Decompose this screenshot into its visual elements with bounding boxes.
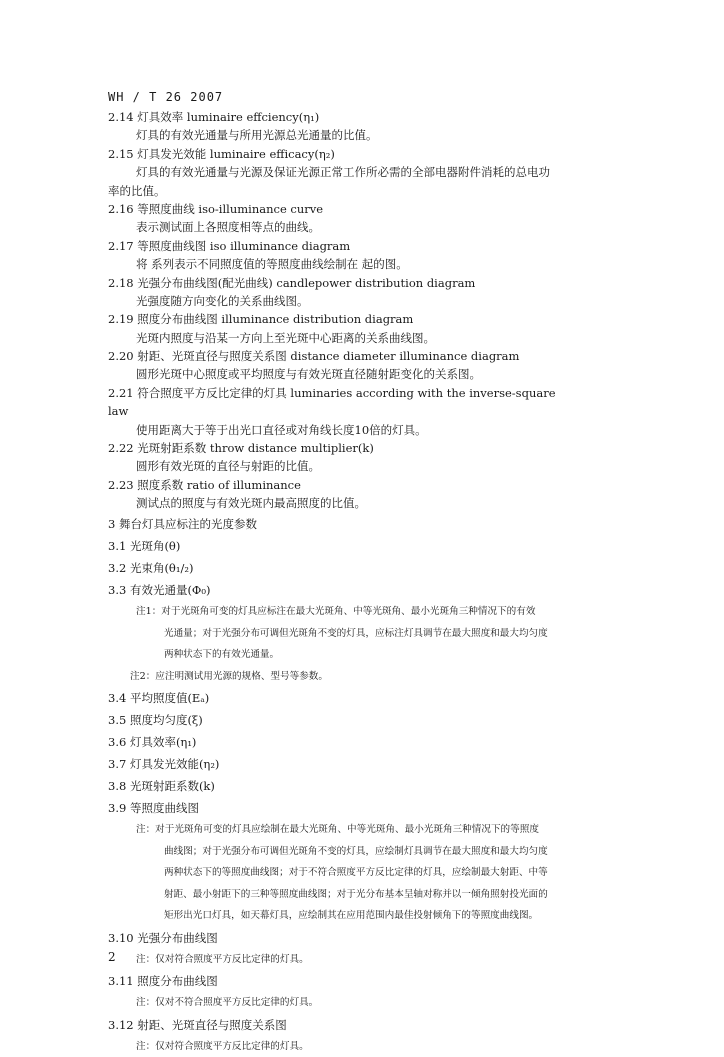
- item-3-8: 3.8 光斑射距系数(k): [108, 779, 215, 794]
- definition-2-16: 表示测试面上各照度相等点的曲线。: [136, 220, 320, 235]
- item-3-10: 3.10 光强分布曲线图: [108, 930, 218, 945]
- note-3-9-cont1: 曲线图；对于光强分布可调但光斑角不变的灯具，应绘制灯具调节在最大照度和最大均匀度: [164, 845, 548, 857]
- item-3-11: 3.11 照度分布曲线图: [108, 974, 218, 989]
- term-2-16: 2.16 等照度曲线 iso-illuminance curve: [108, 201, 324, 216]
- item-3-3: 3.3 有效光通量(Φ₀): [108, 582, 211, 597]
- note-3-9: 注：对于光斑角可变的灯具应绘制在最大光斑角、中等光斑角、最小光斑角三种情况下的等照度: [136, 824, 539, 836]
- definition-2-21: 使用距离大于等于出光口直径或对角线长度10倍的灯具。: [136, 422, 427, 437]
- definition-2-14: 灯具的有效光通量与所用光源总光通量的比值。: [136, 128, 378, 143]
- item-3-1: 3.1 光斑角(θ): [108, 538, 181, 553]
- note-3-3-1-cont2: 两种状态下的有效光通量。: [164, 649, 280, 661]
- term-2-21: 2.21 符合照度平方反比定律的灯具 luminaries according with the inverse-square: [108, 385, 556, 400]
- definition-2-19: 光斑内照度与沿某一方向上至光斑中心距离的关系曲线图。: [136, 330, 435, 345]
- note-3-3-1: 注1：对于光斑角可变的灯具应标注在最大光斑角、中等光斑角、最小光斑角三种情况下的有效: [136, 605, 536, 617]
- item-3-7: 3.7 灯具发光效能(η₂): [108, 757, 220, 772]
- item-3-9: 3.9 等照度曲线图: [108, 801, 199, 816]
- item-3-4: 3.4 平均照度值(Eₐ): [108, 691, 210, 706]
- note-3-10: 注：仅对符合照度平方反比定律的灯具。: [136, 953, 309, 965]
- body-text: [108, 108, 618, 1057]
- term-2-20: 2.20 射距、光斑直径与照度关系图 distance diameter illuminance diagram: [108, 349, 520, 364]
- item-3-2: 3.2 光束角(θ₁/₂): [108, 560, 194, 575]
- term-2-23: 2.23 照度系数 ratio of illuminance: [108, 477, 301, 492]
- note-3-3-2: 注2：应注明测试用光源的规格、型号等参数。: [130, 670, 328, 682]
- definition-2-20: 圆形光斑中心照度或平均照度与有效光斑直径随射距变化的关系图。: [136, 367, 481, 382]
- term-2-17: 2.17 等照度曲线图 iso illuminance diagram: [108, 238, 351, 253]
- definition-2-17: 将 系列表示不同照度值的等照度曲线绘制在 起的图。: [136, 257, 408, 272]
- term-2-18: 2.18 光强分布曲线图(配光曲线) candlepower distribution diagram: [108, 275, 476, 290]
- note-3-3-1-cont1: 光通量；对于光强分布可调但光斑角不变的灯具，应标注灯具调节在最大照度和最大均匀度: [164, 627, 548, 639]
- definition-2-15: 灯具的有效光通量与光源及保证光源正常工作所必需的全部电器附件消耗的总电功: [136, 165, 550, 180]
- term-2-19: 2.19 照度分布曲线图 illuminance distribution diagram: [108, 312, 414, 327]
- term-2-14: 2.14 灯具效率 luminaire effciency(η₁): [108, 110, 320, 124]
- definition-2-23: 测试点的照度与有效光斑内最高照度的比值。: [136, 496, 366, 511]
- standard-header: WH / T 26 2007: [108, 90, 224, 104]
- note-3-12: 注：仅对符合照度平方反比定律的灯具。: [136, 1040, 309, 1052]
- term-2-22: 2.22 光斑射距系数 throw distance multiplier(k): [108, 441, 374, 456]
- page-number: 2: [108, 950, 116, 964]
- term-2-15: 2.15 灯具发光效能 luminaire efficacy(η₂): [108, 146, 335, 161]
- note-3-9-cont4: 矩形出光口灯具，如天幕灯具，应绘制其在应用范围内最佳投射倾角下的等照度曲线图。: [164, 910, 539, 922]
- note-3-9-cont3: 射距、最小射距下的三种等照度曲线图；对于光分布基本呈轴对称并以一倾角照射投光面的: [164, 888, 548, 900]
- note-3-9-cont2: 两种状态下的等照度曲线图；对于不符合照度平方反比定律的灯具，应绘制最大射距、中等: [164, 867, 548, 879]
- note-3-11: 注：仅对不符合照度平方反比定律的灯具。: [136, 997, 319, 1009]
- item-3-12: 3.12 射距、光斑直径与照度关系图: [108, 1017, 287, 1032]
- definition-2-22: 圆形有效光斑的直径与射距的比值。: [136, 459, 320, 474]
- definition-2-18: 光强度随方向变化的关系曲线图。: [136, 293, 309, 308]
- item-3-5: 3.5 照度均匀度(ξ): [108, 713, 203, 728]
- section-3-heading: 3 舞台灯具应标注的光度参数: [108, 516, 257, 531]
- term-2-21-cont: law: [108, 404, 129, 419]
- definition-2-15-cont: 率的比值。: [108, 183, 166, 198]
- item-3-6: 3.6 灯具效率(η₁): [108, 735, 197, 750]
